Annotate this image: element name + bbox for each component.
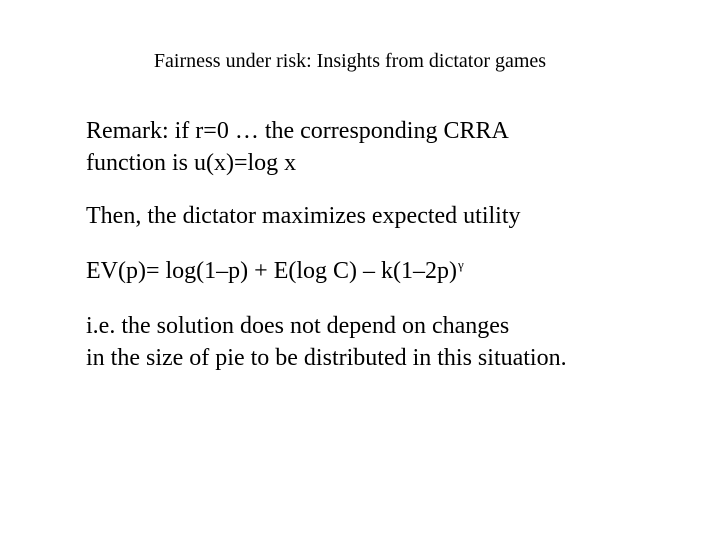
then-paragraph: Then, the dictator maximizes expected utility xyxy=(86,203,521,229)
equation-paragraph xyxy=(86,255,706,290)
remark-paragraph xyxy=(86,115,706,179)
conclusion-line-2: in the size of pie to be distributed in this situation. xyxy=(86,345,567,371)
remark-line-2: function is u(x)=log x xyxy=(86,150,297,176)
equation-text: EV(p)= log(1–p) + E(log C) – k(1–2p) xyxy=(86,258,458,284)
equation-exponent: γ xyxy=(458,257,464,272)
conclusion-line-1: i.e. the solution does not depend on changes xyxy=(86,313,510,339)
slide-title: Fairness under risk: Insights from dictator games xyxy=(153,50,547,72)
conclusion-paragraph xyxy=(86,310,706,374)
remark-line-1: Remark: if r=0 … the corresponding CRRA xyxy=(86,118,509,144)
